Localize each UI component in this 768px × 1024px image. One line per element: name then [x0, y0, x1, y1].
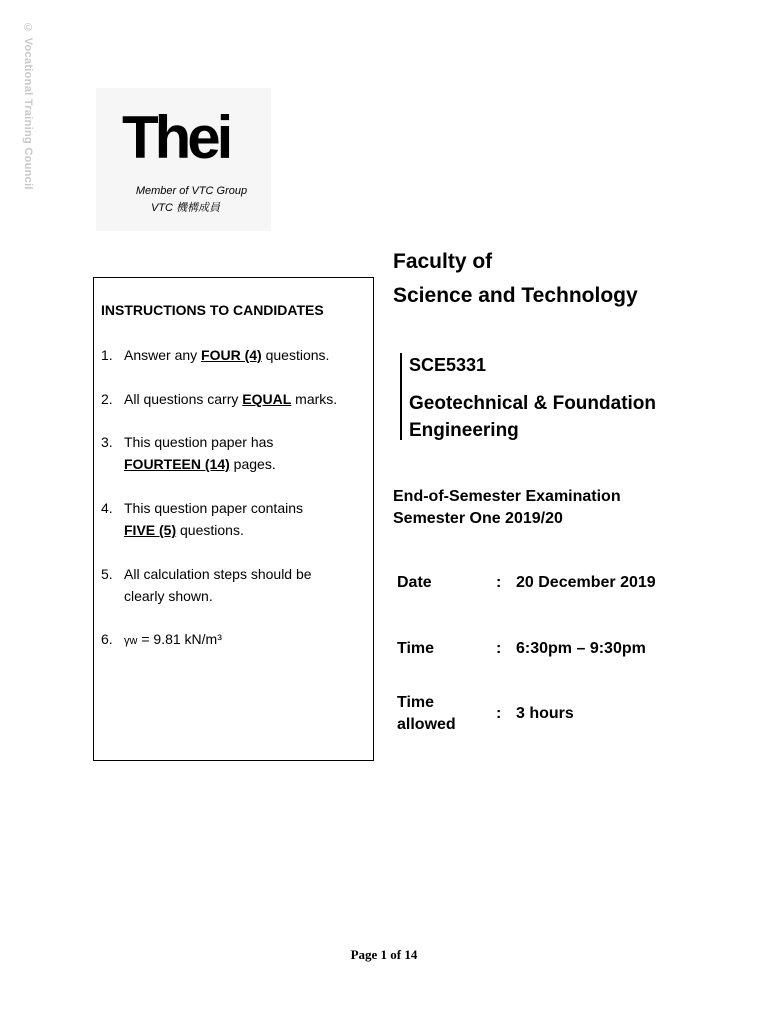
instruction-text-part: Answer any: [124, 347, 202, 363]
institution-logo: [96, 88, 271, 231]
instruction-text-part: marks.: [291, 391, 338, 407]
instruction-text-part: This question paper has: [124, 434, 274, 450]
instruction-text-part: All questions carry: [124, 391, 243, 407]
instruction-text: [124, 388, 337, 410]
instruction-text: [124, 563, 312, 607]
instructions-title: INSTRUCTIONS TO CANDIDATES: [101, 302, 324, 318]
date-label: Date: [397, 574, 432, 591]
instruction-text-part: questions.: [176, 522, 244, 538]
instruction-text-part: This question paper contains: [124, 500, 303, 516]
time-value: 6:30pm – 9:30pm: [516, 640, 646, 657]
course-name: Geotechnical & Foundation Engineering: [409, 393, 657, 441]
colon: :: [496, 574, 502, 591]
date-value: 20 December 2019: [516, 574, 656, 591]
exam-line: Semester One 2019/20: [393, 510, 563, 527]
logo-tagline-chinese: VTC 機構成員: [150, 202, 221, 214]
time-allowed-label: [397, 692, 477, 736]
instruction-number: 6.: [101, 631, 113, 647]
unit-weight-symbol: γw: [124, 635, 138, 647]
instruction-text-part: All calculation steps should be: [124, 566, 312, 582]
instruction-text-part: questions.: [261, 347, 330, 363]
course-block: [400, 353, 702, 440]
instruction-number: 3.: [101, 434, 113, 450]
faculty-line: Faculty of: [393, 250, 493, 273]
instruction-text: [124, 497, 303, 541]
page-number: Page 1 of 14: [350, 947, 418, 962]
faculty-line: Science and Technology: [393, 284, 638, 307]
time-allowed-label-part: Time: [397, 694, 435, 711]
instruction-number: 5.: [101, 566, 113, 582]
instruction-text: [124, 628, 222, 652]
instruction-text: [124, 344, 329, 366]
instruction-text-part: pages.: [229, 456, 276, 472]
instruction-text-part: clearly shown.: [124, 588, 213, 604]
instruction-number: 1.: [101, 347, 113, 363]
time-allowed-label-part: allowed: [397, 716, 456, 733]
logo-wordmark: Thei: [122, 104, 230, 171]
time-allowed-value: 3 hours: [516, 705, 574, 722]
copyright-watermark: © Vocational Training Council: [22, 22, 34, 190]
instruction-emphasis: FOURTEEN (14): [124, 456, 230, 472]
time-label: Time: [397, 640, 435, 657]
colon: :: [496, 640, 502, 657]
course-code: SCE5331: [409, 355, 487, 375]
instruction-number: 4.: [101, 500, 113, 516]
instruction-number: 2.: [101, 391, 113, 407]
exam-line: End-of-Semester Examination: [393, 488, 621, 505]
logo-tagline-english: Member of VTC Group: [135, 185, 248, 197]
exam-heading: [393, 486, 621, 530]
colon: :: [496, 705, 502, 722]
instruction-text: [124, 431, 276, 475]
instructions-box: [93, 277, 374, 761]
instruction-emphasis: EQUAL: [242, 391, 292, 407]
instruction-emphasis: FOUR (4): [201, 347, 262, 363]
instruction-text-part: = 9.81 kN/m³: [137, 631, 222, 647]
faculty-heading: [393, 245, 638, 313]
instruction-emphasis: FIVE (5): [124, 522, 177, 538]
